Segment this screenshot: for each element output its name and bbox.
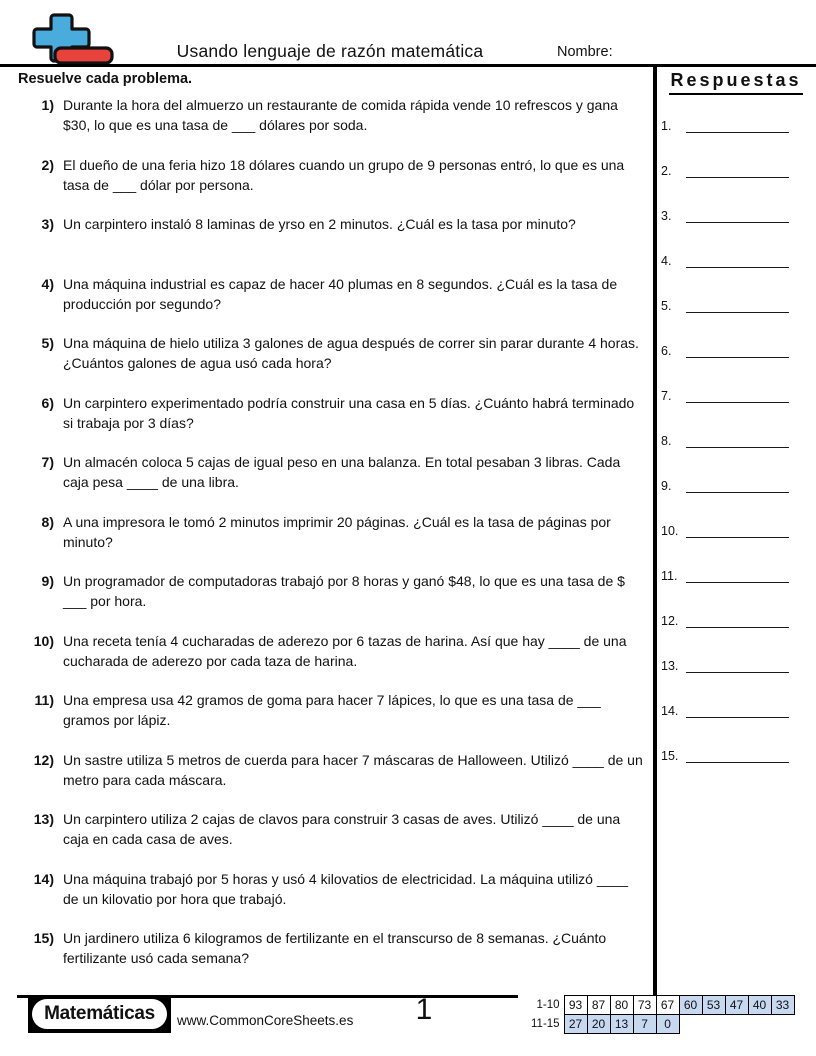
answers-panel [661,70,811,763]
answer-item [661,432,811,477]
problem-number: 9) [41,573,54,589]
page-title: Usando lenguaje de razón matemática [176,41,484,61]
answer-list [661,117,811,792]
problem-text: Una empresa usa 42 gramos de goma para hacer 7 lápices, lo que es una tasa de ___ gramos por lápiz. [63,692,601,728]
problem-text: Durante la hora del almuerzo un restaurante de comida rápida vende 10 refrescos y gana $30, lo que es una tasa de ___ dólares por soda. [63,97,618,133]
answer-item [661,702,811,747]
answers-title: Respuestas [669,70,802,95]
answer-item [661,657,811,702]
answer-number: 4. [661,254,672,268]
answer-number: 12. [661,614,679,628]
answer-item [661,477,811,522]
subject-badge [28,995,171,1033]
answer-item [661,162,811,207]
problem-text: Una receta tenía 4 cucharadas de aderezo por 6 tazas de harina. Así que hay ____ de una cucharada de aderezo por cada taza de harina. [63,632,627,669]
problem-number: 13) [33,811,54,827]
answer-blank-line [686,612,789,628]
problem-text: Un carpintero utiliza 2 cajas de clavos para construir 3 casas de aves. Utilizó ____ de una caja en cada casa de aves. [63,811,621,847]
problem-number: 2) [41,156,54,173]
score-grid-cell: 73 [633,996,656,1015]
answer-blank-line [686,252,789,268]
problem-text: Un almacén coloca 5 cajas de igual peso en una balanza. En total pesaban 3 libras. Cada caja pesa ____ de una libra. [63,454,621,490]
problem-list [16,95,648,988]
answer-blank-line [686,207,789,223]
score-grid-cell: 7 [633,1015,656,1034]
problem-number: 15) [33,930,54,946]
answer-number: 9. [661,479,672,493]
problem-item [16,571,648,631]
score-grid-cell: 13 [610,1015,633,1034]
score-grid-cell: 40 [748,996,771,1015]
problem-text: El dueño de una feria hizo 18 dólares cuando un grupo de 9 personas entró, lo que es una tasa de ___ dólar por persona. [63,156,625,193]
score-grid-cell: 47 [725,996,748,1015]
problem-item [16,155,648,215]
problem-number: 12) [33,751,54,768]
score-grid-row-label: 1-10 [531,996,564,1015]
problem-number: 7) [41,454,54,470]
score-grid-cell: 80 [610,996,633,1015]
header-divider-line [0,64,816,67]
problem-text: Un sastre utiliza 5 metros de cuerda para hacer 7 máscaras de Halloween. Utilizó ____ de un metro para cada máscara. [63,751,643,788]
answer-item [661,207,811,252]
score-grid-cell: 60 [679,996,702,1015]
answer-blank-line [686,657,789,673]
problem-item [16,631,648,691]
problem-item [16,214,648,274]
score-grid-row-label: 11-15 [531,1015,564,1034]
answer-number: 10. [661,524,679,538]
problem-item [16,512,648,572]
problem-number: 3) [41,216,54,232]
problem-item [16,452,648,512]
answer-blank-line [686,117,789,133]
answer-number: 13. [661,659,679,673]
answer-number: 3. [661,209,672,223]
answer-item [661,747,811,792]
subject-badge-label: Matemáticas [32,999,167,1029]
problem-text: Un carpintero instaló 8 laminas de yrso en 2 minutos. ¿Cuál es la tasa por minuto? [63,216,576,232]
answer-blank-line [686,702,789,718]
problem-item [16,393,648,453]
plus-minus-logo-icon [24,12,116,66]
problem-number: 10) [33,632,54,649]
problem-number: 4) [41,275,54,292]
problem-text: Una máquina trabajó por 5 horas y usó 4 kilovatios de electricidad. La máquina utilizó ____ de un kilovatio por hora que trabajó. [63,870,629,907]
score-grid-row [531,996,794,1015]
answer-blank-line [686,342,789,358]
name-label: Nombre: [557,44,613,60]
website-url: www.CommonCoreSheets.es [177,1013,354,1028]
problem-number: 1) [41,97,54,113]
answer-number: 7. [661,389,672,403]
problem-item [16,95,648,155]
problem-number: 6) [41,394,54,411]
answer-number: 5. [661,299,672,313]
answer-number: 14. [661,704,679,718]
answer-number: 2. [661,164,672,178]
instructions-text: Resuelve cada problema. [18,71,193,87]
score-grid [531,995,795,1034]
answer-item [661,522,811,567]
problem-item [16,274,648,334]
answer-blank-line [686,747,789,763]
answer-item [661,252,811,297]
score-grid-cell: 0 [656,1015,679,1034]
answer-blank-line [686,522,789,538]
answer-blank-line [686,162,789,178]
answer-number: 6. [661,344,672,358]
problem-item [16,928,648,988]
answer-blank-line [686,297,789,313]
score-grid-cell: 27 [564,1015,587,1034]
problem-text: Un programador de computadoras trabajó por 8 horas y ganó $48, lo que es una tasa de $ ___ por hora. [63,573,625,609]
score-grid-cell: 93 [564,996,587,1015]
problem-item [16,809,648,869]
score-grid-cell: 33 [771,996,794,1015]
answer-number: 8. [661,434,672,448]
problem-text: A una impresora le tomó 2 minutos imprimir 20 páginas. ¿Cuál es la tasa de páginas por minuto? [63,513,611,550]
problem-number: 14) [33,870,54,887]
score-grid-row [531,1015,794,1034]
problem-number: 11) [34,692,54,708]
page-number: 1 [415,993,433,1026]
problem-text: Un jardinero utiliza 6 kilogramos de fertilizante en el transcurso de 8 semanas. ¿Cuánto fertilizante usó cada semana? [63,930,607,966]
problem-text: Una máquina de hielo utiliza 3 galones de agua después de correr sin parar durante 4 horas. ¿Cuántos galones de agua usó cada hora? [63,335,639,371]
answer-item [661,342,811,387]
problem-item [16,333,648,393]
answer-item [661,612,811,657]
answer-blank-line [686,477,789,493]
answer-item [661,567,811,612]
answer-item [661,297,811,342]
answer-blank-line [686,387,789,403]
problem-number: 8) [41,513,54,530]
problem-text: Una máquina industrial es capaz de hacer 40 plumas en 8 segundos. ¿Cuál es la tasa de producción por segundo? [63,275,618,312]
problem-text: Un carpintero experimentado podría construir una casa en 5 días. ¿Cuánto habrá terminado si trabaja por 3 días? [63,394,635,431]
logo-minus-shape [55,48,112,63]
answer-item [661,387,811,432]
answer-number: 15. [661,749,679,763]
answer-number: 1. [661,119,672,133]
score-grid-cell: 87 [587,996,610,1015]
answer-item [661,117,811,162]
score-grid-cell: 67 [656,996,679,1015]
answer-number: 11. [661,569,678,583]
problem-item [16,690,648,750]
score-grid-cell: 53 [702,996,725,1015]
column-divider [653,67,657,996]
answer-blank-line [686,432,789,448]
problem-number: 5) [41,335,54,351]
problem-item [16,750,648,810]
problem-item [16,869,648,929]
score-grid-cell: 20 [587,1015,610,1034]
answer-blank-line [686,567,789,583]
